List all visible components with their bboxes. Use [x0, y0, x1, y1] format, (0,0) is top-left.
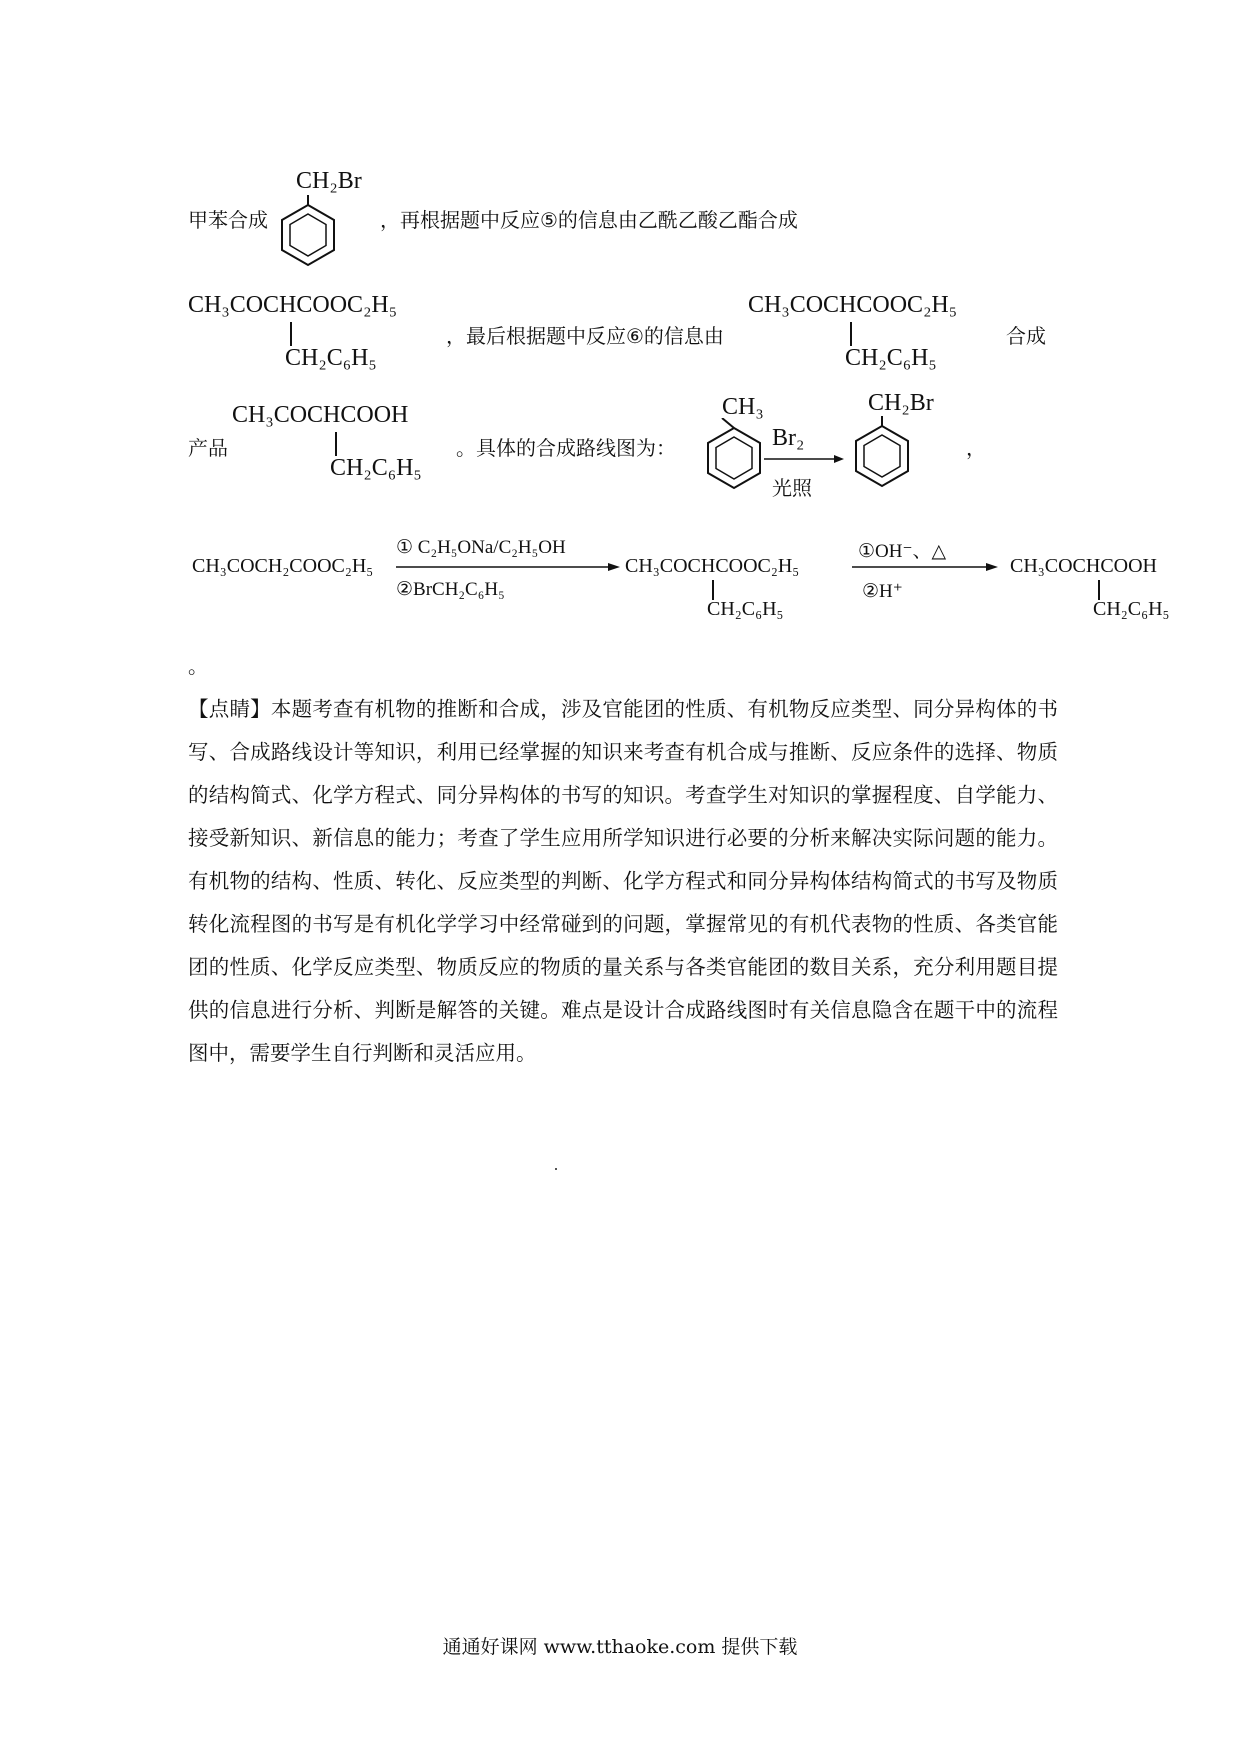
route-start: CH₃COCH₂COOC₂H₅	[192, 555, 374, 577]
intermediate2-bond	[850, 322, 852, 346]
intermediate-branch: CH₂C₆H₅	[285, 345, 377, 371]
route-intermediate-bond	[712, 580, 714, 600]
intermediate2-formula: CH₃COCHCOOC₂H₅	[748, 292, 958, 318]
line3-middle-text: 。具体的合成路线图为：	[456, 436, 676, 460]
line1-suffix: ，再根据题中反应⑤的信息由乙酰乙酸乙酯合成	[380, 208, 798, 232]
stray-dot	[555, 1168, 557, 1170]
step2-condition-1: ①OH⁻、△	[858, 541, 947, 562]
benzene-ring-2-icon	[698, 418, 770, 498]
benzene-ring-1-icon	[272, 195, 344, 273]
toluene-label: CH₃	[722, 394, 764, 420]
bromine-reagent: Br₂	[772, 425, 805, 451]
step1-condition-2: ②BrCH₂C₆H₅	[396, 579, 505, 600]
line2-suffix: 合成	[1006, 324, 1046, 348]
footer-text: 通通好课网 www.tthaoke.com 提供下载	[442, 1636, 798, 1658]
arrow-right-icon	[852, 561, 998, 573]
intermediate-bond	[290, 322, 292, 346]
route-period: 。	[188, 654, 208, 678]
intermediate-formula: CH₃COCHCOOC₂H₅	[188, 292, 398, 318]
arrow-right-icon	[764, 453, 844, 465]
comment-paragraph: 【点睛】本题考查有机物的推断和合成，涉及官能团的性质、有机物反应类型、同分异构体的书写、合成路线设计等知识，利用已经掌握的知识来考查有机合成与推断、反应条件的选择、物质的结构简式、化学方程式、同分异构体的书写的知识。考查学生对知识的掌握程度、自学能力、接受新知识、新信息的能力；考查了学生应用所学知识进行必要的分析来解决实际问题的能力。有机物的结构、性质、转化、反应类型的判断、化学方程式和同分异构体结构简式的书写及物质转化流程图的书写是有机化学学习中经常碰到的问题，掌握常见的有机代表物的性质、各类官能团的性质、化学反应类型、物质反应的物质的量关系与各类官能团的数目关系，充分利用题目提供的信息进行分析、判断是解答的关键。难点是设计合成路线图时有关信息隐含在题干中的流程图中，需要学生自行判断和灵活应用。	[188, 697, 1058, 1065]
line3-prefix: 产品	[188, 436, 228, 460]
line3-suffix: ，	[966, 436, 986, 460]
route-product-branch: CH₂C₆H₅	[1093, 598, 1170, 620]
route-product-bond	[1098, 580, 1100, 600]
step2-condition-2: ②H⁺	[862, 581, 903, 602]
route-product: CH₃COCHCOOH	[1010, 555, 1157, 577]
benzyl-bromide-label-2: CH₂Br	[868, 390, 934, 416]
line2-middle-text: ，最后根据题中反应⑥的信息由	[446, 324, 724, 348]
route-intermediate: CH₃COCHCOOC₂H₅	[625, 555, 800, 577]
benzyl-bromide-label: CH₂Br	[296, 168, 362, 194]
intermediate2-branch: CH₂C₆H₅	[845, 345, 937, 371]
step1-condition-1: ① C₂H₅ONa/C₂H₅OH	[396, 537, 566, 558]
product-branch: CH₂C₆H₅	[330, 455, 422, 481]
line1-prefix: 甲苯合成	[188, 208, 268, 232]
arrow-right-icon	[396, 561, 620, 573]
light-condition: 光照	[772, 476, 812, 500]
benzene-ring-3-icon	[846, 416, 918, 496]
route-intermediate-branch: CH₂C₆H₅	[707, 598, 784, 620]
product-bond	[335, 432, 337, 456]
product-formula: CH₃COCHCOOH	[232, 402, 409, 428]
